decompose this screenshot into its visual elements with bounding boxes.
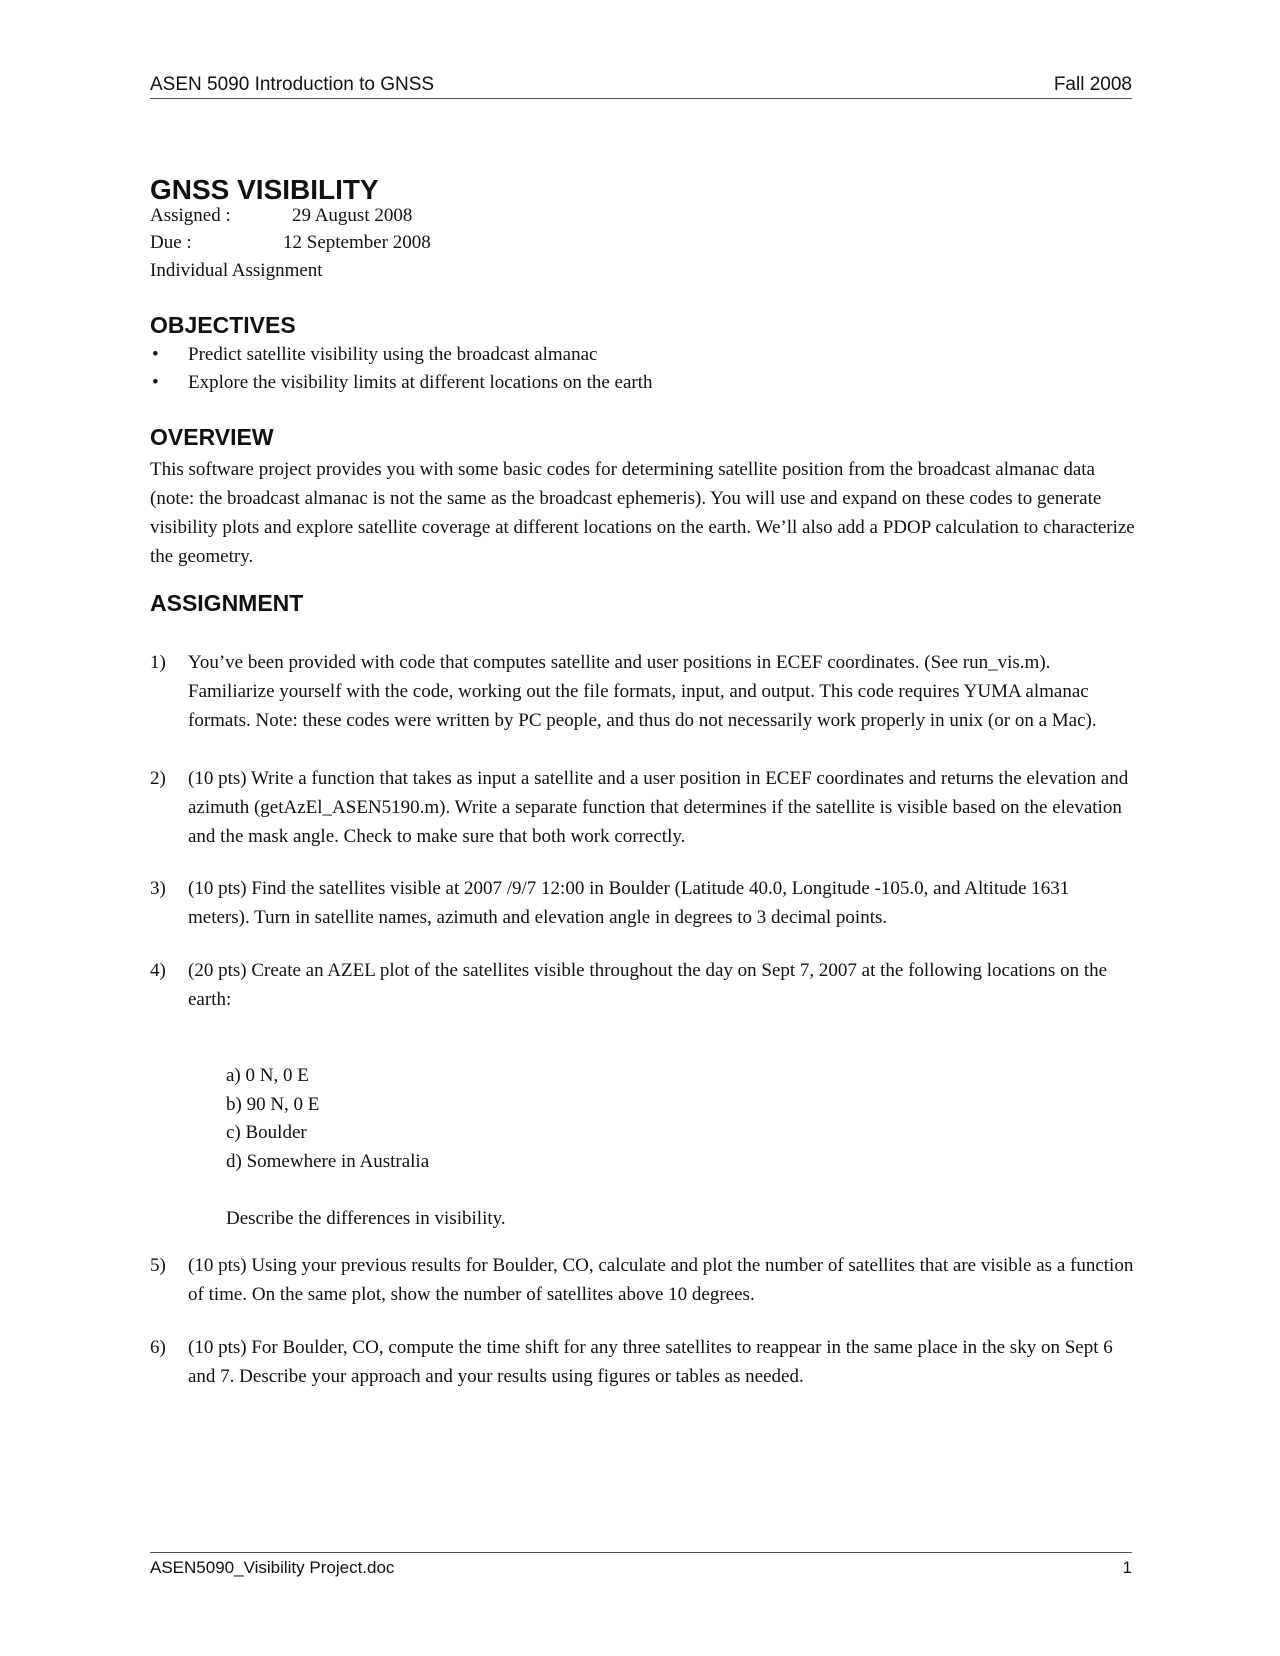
location-item: c) Boulder <box>226 1122 307 1143</box>
assignment-item-4 <box>150 956 1135 1014</box>
objective-text: Predict satellite visibility using the broadcast almanac <box>188 344 598 365</box>
assignment-type: Individual Assignment <box>150 260 323 281</box>
item-text: (10 pts) Write a function that takes as input a satellite and a user position in ECEF coordinates and returns the elevation and azimuth (getAzEl_ASEN5190.m). Write a separate function that determines if the satellite is visible based on the elevation and the mask angle. Check to make sure that both work correctly. <box>188 768 1129 847</box>
location-item: a) 0 N, 0 E <box>226 1065 309 1086</box>
item-number: 6) <box>150 1337 166 1358</box>
item-number: 3) <box>150 878 166 899</box>
assignment-item-2 <box>150 764 1135 851</box>
describe-note: Describe the differences in visibility. <box>226 1208 506 1229</box>
location-item: b) 90 N, 0 E <box>226 1094 320 1115</box>
location-item: d) Somewhere in Australia <box>226 1151 430 1172</box>
item-number: 1) <box>150 652 166 673</box>
assigned-date: 29 August 2008 <box>292 205 413 226</box>
item-text: You’ve been provided with code that computes satellite and user positions in ECEF coordinates. (See run_vis.m). Familiarize yourself with the code, working out the file formats, input, and output. This code requires YUMA almanac formats. Note: these codes were written by PC people, and thus do not necessarily work properly in unix (or on a Mac). <box>188 652 1097 731</box>
item-text: (10 pts) Find the satellites visible at 2007 /9/7 12:00 in Boulder (Latitude 40.0, Longitude -105.0, and Altitude 1631 meters). Turn in satellite names, azimuth and elevation angle in degrees to 3 decimal points. <box>188 878 1070 928</box>
overview-paragraph: This software project provides you with some basic codes for determining satellite position from the broadcast almanac data (note: the broadcast almanac is not the same as the broadcast ephemeris). You will use and expand on these codes to generate visibility plots and explore satellite coverage at different locations on the earth. We’ll also add a PDOP calculation to characterize the geometry. <box>150 459 1135 567</box>
item-text: (10 pts) Using your previous results for Boulder, CO, calculate and plot the number of satellites that are visible as a function of time. On the same plot, show the number of satellites above 10 degrees. <box>188 1255 1134 1305</box>
assignment-item-3 <box>150 874 1135 932</box>
assignment-heading: ASSIGNMENT <box>150 590 304 616</box>
page-footer <box>150 1552 1132 1578</box>
due-label: Due : <box>150 232 192 253</box>
bullet-icon: • <box>152 372 159 393</box>
item-text: (20 pts) Create an AZEL plot of the satellites visible throughout the day on Sept 7, 2007 at the following locations on the earth: <box>188 960 1108 1010</box>
page-number: 1 <box>1122 1558 1132 1577</box>
assigned-label: Assigned : <box>150 205 231 226</box>
bullet-icon: • <box>152 344 159 365</box>
objective-text: Explore the visibility limits at different locations on the earth <box>188 372 653 393</box>
item-number: 2) <box>150 768 166 789</box>
item-number: 4) <box>150 960 166 981</box>
objectives-heading: OBJECTIVES <box>150 312 296 338</box>
term: Fall 2008 <box>1053 74 1132 95</box>
page-header <box>150 74 1132 99</box>
assignment-item-1 <box>150 648 1135 735</box>
document-title: GNSS VISIBILITY <box>150 174 379 205</box>
item-text: (10 pts) For Boulder, CO, compute the time shift for any three satellites to reappear in the same place in the sky on Sept 6 and 7. Describe your approach and your results using figures or tables as needed. <box>188 1337 1113 1387</box>
item-number: 5) <box>150 1255 166 1276</box>
assignment-item-5 <box>150 1251 1135 1309</box>
assignment-item-6 <box>150 1333 1135 1391</box>
due-date: 12 September 2008 <box>283 232 431 253</box>
overview-heading: OVERVIEW <box>150 424 274 450</box>
due-row <box>150 232 431 254</box>
assigned-row <box>150 205 413 227</box>
course-title: ASEN 5090 Introduction to GNSS <box>150 74 435 95</box>
footer-filename: ASEN5090_Visibility Project.doc <box>150 1558 395 1577</box>
